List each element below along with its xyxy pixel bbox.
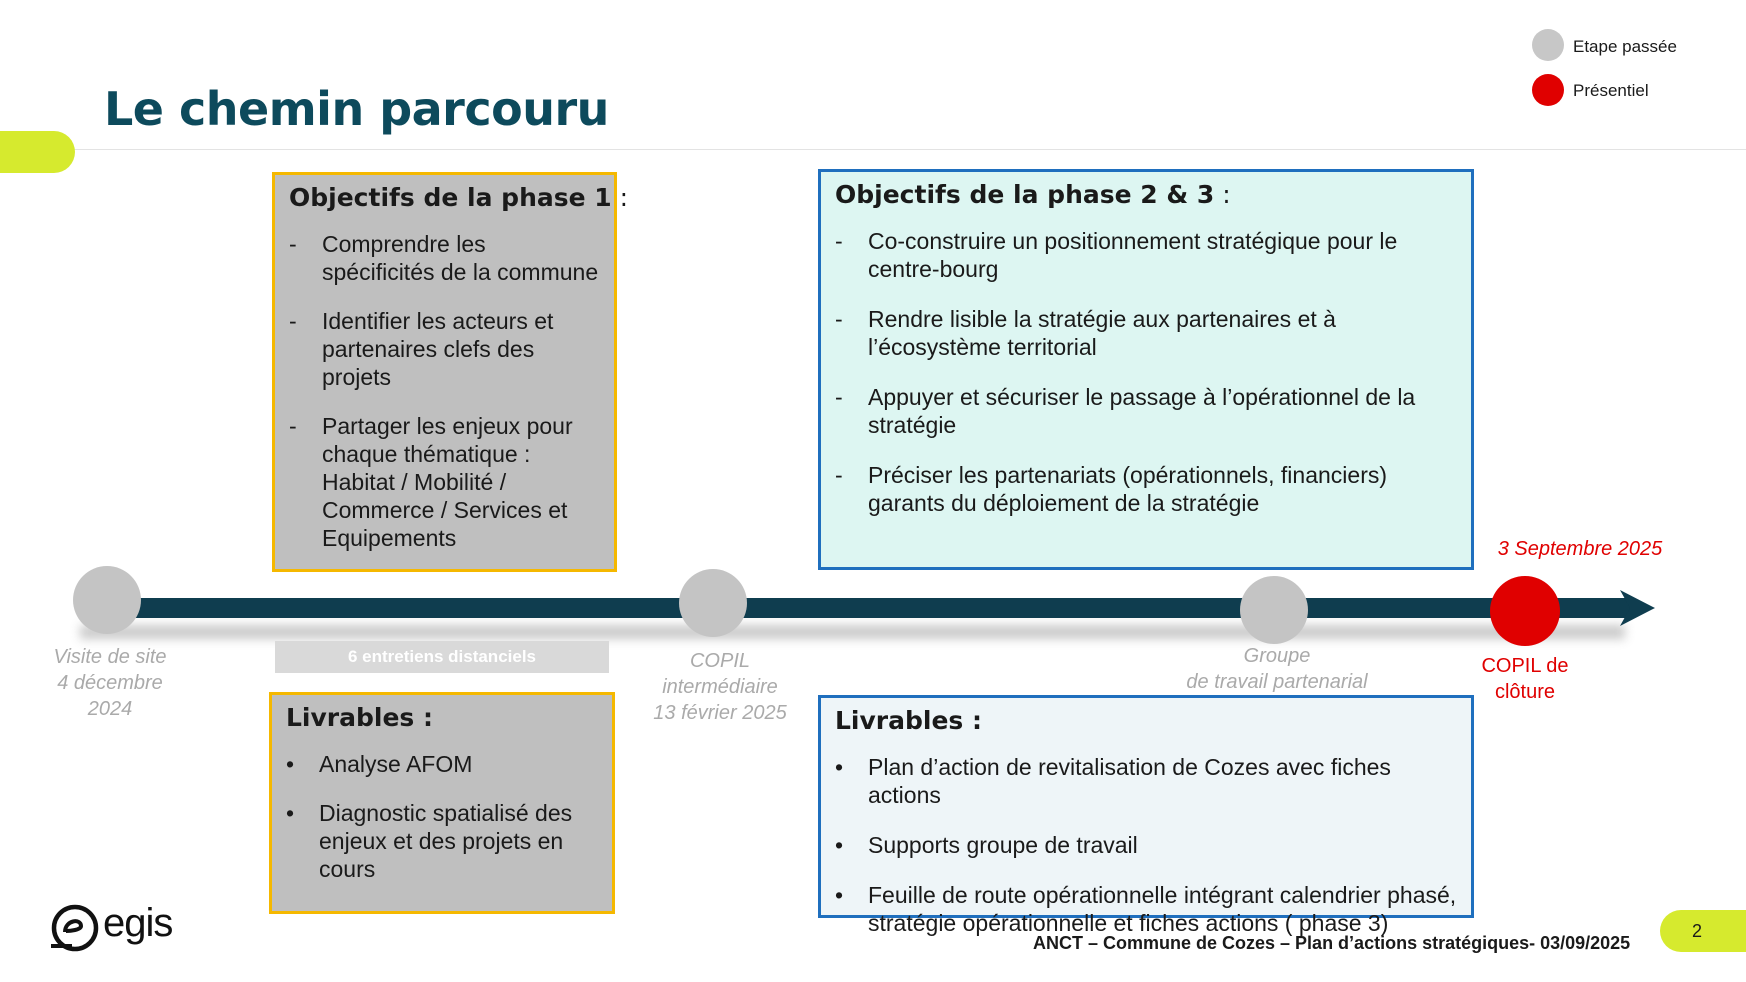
phase1-item: - Comprendre les spécificités de la commune	[289, 231, 599, 285]
slide-title: Le chemin parcouru	[104, 82, 609, 136]
deliverables1-heading: Livrables :	[286, 703, 433, 732]
accent-tab	[0, 131, 75, 173]
phase1-item: - Partager les enjeux pour chaque thématique : Habitat / Mobilité / Commerce / Services et Equipements	[289, 413, 573, 551]
phase1-heading: Objectifs de la phase 1 :	[289, 183, 629, 212]
phase23-heading: Objectifs de la phase 2 & 3 :	[835, 180, 1231, 209]
milestone-copil-cloture-circle	[1490, 576, 1560, 646]
deliverables23-heading: Livrables :	[835, 706, 982, 735]
milestone-groupe-circle	[1240, 576, 1308, 644]
title-divider	[0, 149, 1746, 150]
phase1-objectives-box	[272, 172, 629, 572]
milestone-copil-intermediaire-label: COPIL intermédiaire 13 février 2025	[653, 650, 787, 724]
deliverables1-item: • Diagnostic spatialisé des enjeux et des projets en cours	[286, 800, 573, 882]
phase23-item: - Préciser les partenariats (opérationnels, financiers) garants du déploiement de la stratégie	[835, 462, 1388, 516]
milestone-visite-circle	[73, 566, 141, 634]
phase1-item: - Identifier les acteurs et partenaires clefs des projets	[289, 308, 554, 390]
phase23-item: - Appuyer et sécuriser le passage à l’opérationnel de la stratégie	[835, 384, 1416, 438]
milestone-groupe-label: Groupe de travail partenarial	[1186, 645, 1368, 693]
deliverables1-item: • Analyse AFOM	[286, 751, 473, 777]
milestone-cloture-label: COPIL de clôture	[1481, 655, 1569, 703]
milestone-visite-label: Visite de site 4 décembre 2024	[53, 646, 167, 720]
egis-logo-icon	[48, 902, 102, 954]
deliverables23-item: • Supports groupe de travail	[835, 832, 1138, 858]
egis-logo-text: egis	[103, 901, 173, 945]
footer-text: ANCT – Commune de Cozes – Plan d’actions stratégiques- 03/09/2025	[1033, 933, 1631, 953]
phase23-deliverables-box	[818, 695, 1474, 936]
phase23-item: - Co-construire un positionnement stratégique pour le centre-bourg	[835, 228, 1398, 282]
legend-presentiel-label: Présentiel	[1573, 81, 1649, 100]
page-number: 2	[1692, 921, 1703, 941]
legend-past-label: Etape passée	[1573, 37, 1677, 56]
phase23-objectives-box	[818, 169, 1474, 570]
interviews-bar: 6 entretiens distanciels	[275, 641, 609, 673]
legend-presentiel-dot	[1532, 74, 1564, 106]
milestone-cloture-date: 3 Septembre 2025	[1497, 538, 1663, 560]
page-number-tab	[1660, 910, 1746, 952]
deliverables23-item: • Plan d’action de revitalisation de Cozes avec fiches actions	[835, 754, 1391, 808]
deliverables23-item: • Feuille de route opérationnelle intégrant calendrier phasé, stratégie opérationnelle et fiches actions ( phase 3)	[835, 882, 1457, 936]
milestone-copil-intermediaire-circle	[679, 569, 747, 637]
legend-past-dot	[1532, 29, 1564, 61]
phase1-deliverables-box	[269, 692, 615, 914]
phase23-item: - Rendre lisible la stratégie aux partenaires et à l’écosystème territorial	[835, 306, 1336, 360]
